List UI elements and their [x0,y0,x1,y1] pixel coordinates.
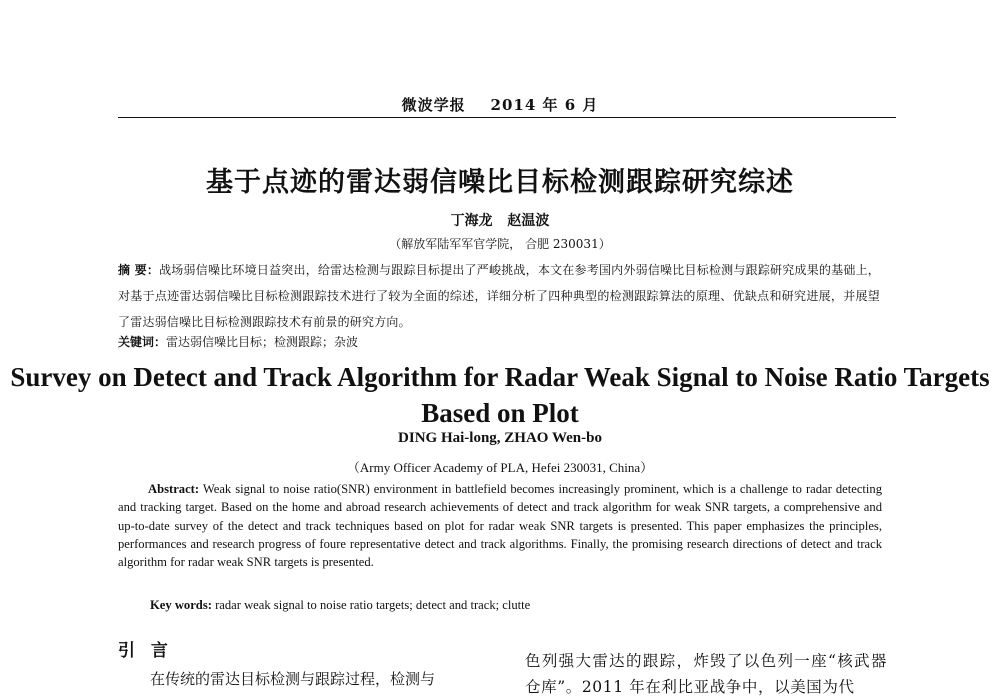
header-rule [118,117,896,118]
left-column-text: 在传统的雷达目标检测与跟踪过程，检测与 [150,670,436,688]
english-keywords-text: radar weak signal to noise ratio targets; detect and track; clutte [215,598,531,612]
chinese-abstract-label: 摘 要： [118,263,160,277]
introduction-heading: 引 言 [118,641,168,661]
issue-date: 2014 年 6 月 [490,96,599,114]
english-keywords-label: Key words: [150,598,212,612]
english-authors: DING Hai-long, ZHAO Wen-bo [398,430,602,446]
english-affiliation: （Army Officer Academy of PLA, Hefei 230031, China） [346,460,654,475]
chinese-keywords [118,333,880,351]
english-keywords [150,598,880,613]
english-abstract [118,480,882,571]
chinese-abstract [118,257,880,335]
chinese-keywords-label: 关键词： [118,335,167,349]
english-title: Survey on Detect and Track Algorithm for Radar Weak Signal to Noise Ratio Targets Based on Plot [10,362,990,428]
journal-name: 微波学报 [401,96,466,114]
english-abstract-text: Weak signal to noise ratio(SNR) environment in battlefield becomes increasingly prominent, which is a challenge to radar detecting and tracking target. Based on the home and abroad research achievements of detect and track algorithm for weak SNR targets, a comprehensive and up-to-date survey of the detect and track techniques based on plot for radar weak SNR targets is presented. This paper emphasizes the principles, performances and research progress of foure representative detect and track algorithms. Finally, the promising research directions of detect and track algorithm for radar weak SNR targets is presented. [118,482,883,570]
right-column-text: 色列强大雷达的跟踪，炸毁了以色列一座“核武器仓库”。2011 年在利比亚战争中，以美国为代 [525,652,887,696]
chinese-keywords-text: 雷达弱信噪比目标；检测跟踪；杂波 [166,335,359,349]
chinese-affiliation: （解放军陆军军官学院， 合肥 230031） [389,237,611,251]
chinese-abstract-text: 战场弱信噪比环境日益突出，给雷达检测与跟踪目标提出了严峻挑战，本文在参考国内外弱信噪比目标检测与跟踪研究成果的基础上，对基于点迹雷达弱信噪比目标检测跟踪技术进行了较为全面的综述，详细分析了四种典型的检测跟踪算法的原理、优缺点和研究进展，并展望了雷达弱信噪比目标检测跟踪技术有前景的研究方向。 [118,263,880,329]
chinese-authors: 丁海龙 赵温波 [450,213,550,229]
journal-header [0,94,1000,115]
english-abstract-label: Abstract: [148,482,200,496]
chinese-title: 基于点迹的雷达弱信噪比目标检测跟踪研究综述 [206,167,794,198]
